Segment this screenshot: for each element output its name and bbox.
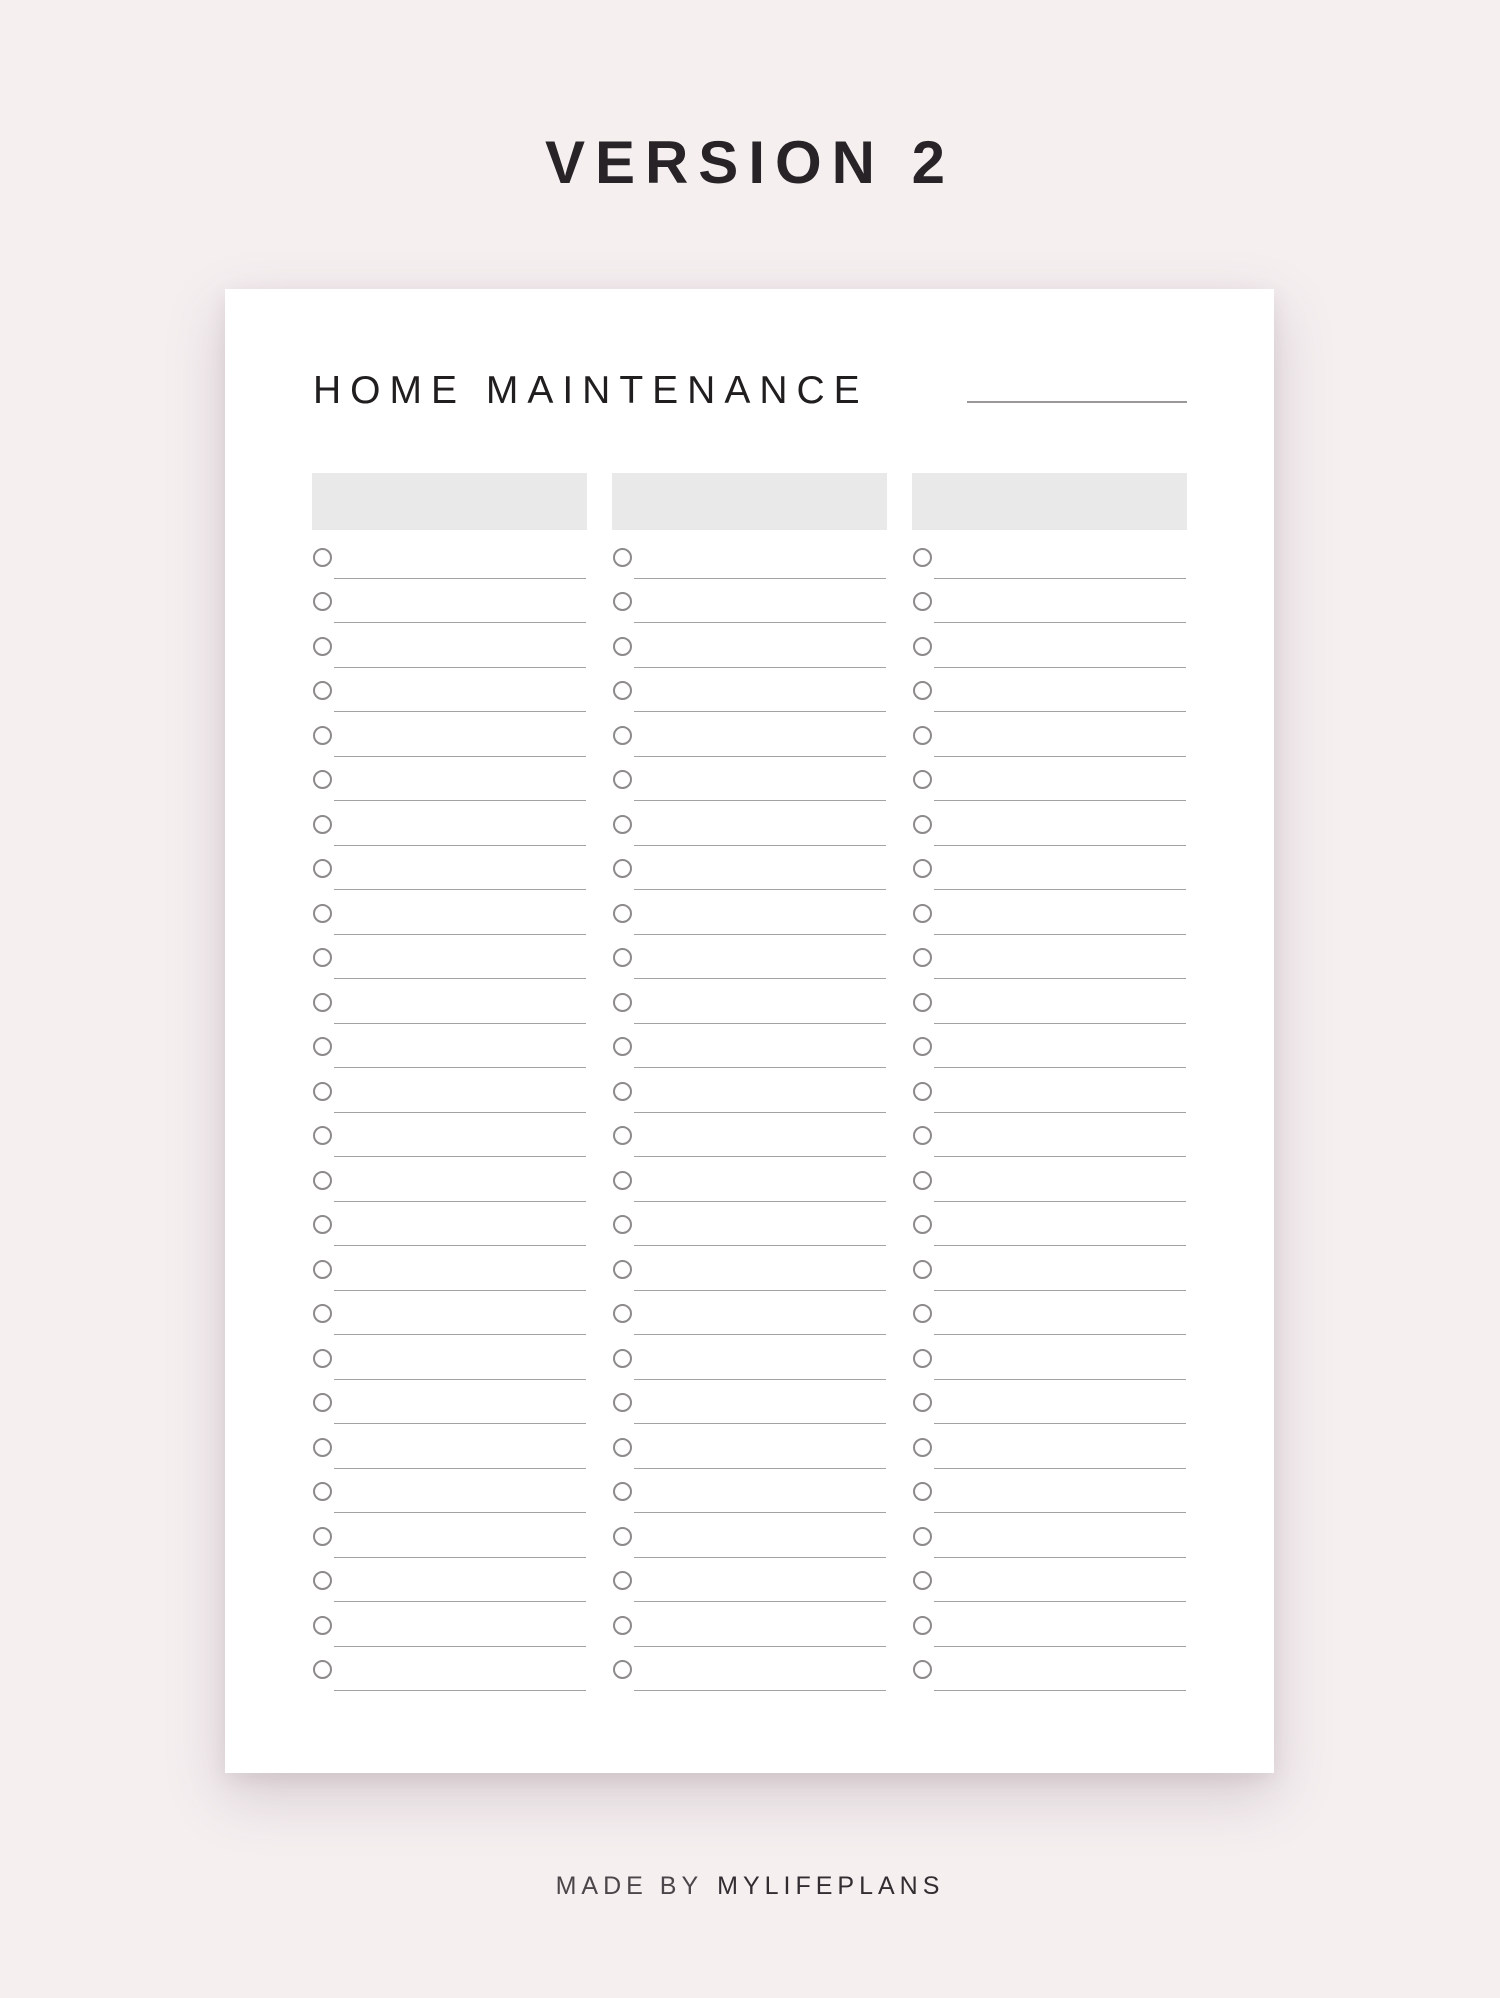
checklist-row [912, 1304, 1187, 1349]
entry-line[interactable] [334, 1468, 586, 1469]
checklist-row [612, 1037, 887, 1082]
entry-line[interactable] [634, 1557, 886, 1558]
checkbox-circle-icon[interactable] [613, 592, 632, 611]
entry-line[interactable] [634, 1201, 886, 1202]
checklist-row [312, 592, 587, 637]
entry-line[interactable] [634, 1290, 886, 1291]
checklist-row [312, 1482, 587, 1527]
entry-line[interactable] [334, 711, 586, 712]
entry-line[interactable] [334, 1156, 586, 1157]
checklist-row [612, 993, 887, 1038]
entry-line[interactable] [934, 1601, 1186, 1602]
checkbox-circle-icon[interactable] [313, 1482, 332, 1501]
checkbox-circle-icon[interactable] [613, 1082, 632, 1101]
checklist-rows [312, 548, 587, 1705]
entry-line[interactable] [334, 667, 586, 668]
checkbox-circle-icon[interactable] [613, 1349, 632, 1368]
checklist-row [312, 1304, 587, 1349]
checklist-row [612, 1527, 887, 1572]
checkbox-circle-icon[interactable] [313, 1571, 332, 1590]
checklist-row [612, 859, 887, 904]
checklist-row [612, 1571, 887, 1616]
entry-line[interactable] [934, 578, 1186, 579]
entry-line[interactable] [934, 934, 1186, 935]
checkbox-circle-icon[interactable] [313, 1304, 332, 1323]
entry-line[interactable] [334, 934, 586, 935]
checkbox-circle-icon[interactable] [313, 1527, 332, 1546]
checklist-row [312, 1082, 587, 1127]
checkbox-circle-icon[interactable] [913, 1616, 932, 1635]
checklist-row [912, 1527, 1187, 1572]
checkbox-circle-icon[interactable] [613, 1393, 632, 1412]
checklist-row [312, 859, 587, 904]
checkbox-circle-icon[interactable] [913, 1571, 932, 1590]
checklist-row [612, 637, 887, 682]
entry-line[interactable] [934, 1201, 1186, 1202]
entry-line[interactable] [634, 1112, 886, 1113]
checkbox-circle-icon[interactable] [913, 1126, 932, 1145]
entry-line[interactable] [634, 1690, 886, 1691]
checkbox-circle-icon[interactable] [313, 1616, 332, 1635]
entry-line[interactable] [634, 1067, 886, 1068]
entry-line[interactable] [634, 622, 886, 623]
entry-line[interactable] [934, 1156, 1186, 1157]
checklist-row [312, 1349, 587, 1394]
checkbox-circle-icon[interactable] [913, 770, 932, 789]
checkbox-circle-icon[interactable] [613, 1260, 632, 1279]
entry-line[interactable] [634, 889, 886, 890]
checkbox-circle-icon[interactable] [913, 1349, 932, 1368]
entry-line[interactable] [634, 578, 886, 579]
checklist-row [912, 548, 1187, 593]
checklist-row [912, 1082, 1187, 1127]
checklist-row [612, 1660, 887, 1705]
entry-line[interactable] [334, 978, 586, 979]
checklist-row [912, 1171, 1187, 1216]
footer-credit-brand: MYLIFEPLANS [717, 1872, 945, 1900]
checklist-row [912, 948, 1187, 993]
entry-line[interactable] [334, 889, 586, 890]
checklist-row [312, 1037, 587, 1082]
checkbox-circle-icon[interactable] [313, 1126, 332, 1145]
entry-line[interactable] [934, 1334, 1186, 1335]
checkbox-circle-icon[interactable] [313, 592, 332, 611]
checkbox-circle-icon[interactable] [313, 1171, 332, 1190]
checkbox-circle-icon[interactable] [313, 726, 332, 745]
checklist-row [612, 1393, 887, 1438]
entry-line[interactable] [934, 1290, 1186, 1291]
entry-line[interactable] [334, 1512, 586, 1513]
entry-line[interactable] [634, 1334, 886, 1335]
checklist-row [912, 637, 1187, 682]
checkbox-circle-icon[interactable] [913, 948, 932, 967]
entry-line[interactable] [634, 711, 886, 712]
checkbox-circle-icon[interactable] [313, 993, 332, 1012]
checkbox-circle-icon[interactable] [913, 1215, 932, 1234]
checklist-row [612, 1616, 887, 1661]
entry-line[interactable] [934, 1379, 1186, 1380]
checklist-row [312, 1393, 587, 1438]
planner-page-card [225, 289, 1274, 1773]
entry-line[interactable] [334, 1690, 586, 1691]
entry-line[interactable] [634, 1468, 886, 1469]
checkbox-circle-icon[interactable] [313, 1438, 332, 1457]
checklist-column-2 [612, 473, 887, 1705]
footer-credit-prefix: MADE BY [555, 1872, 704, 1900]
checklist-columns [312, 473, 1187, 1705]
checkbox-circle-icon[interactable] [913, 592, 932, 611]
checklist-row [912, 1126, 1187, 1171]
checklist-row [312, 1438, 587, 1483]
entry-line[interactable] [934, 1512, 1186, 1513]
checklist-row [612, 815, 887, 860]
checkbox-circle-icon[interactable] [313, 1082, 332, 1101]
checklist-row [912, 1616, 1187, 1661]
checkbox-circle-icon[interactable] [913, 1438, 932, 1457]
checkbox-circle-icon[interactable] [913, 1482, 932, 1501]
entry-line[interactable] [634, 756, 886, 757]
checklist-row [312, 548, 587, 593]
checklist-row [912, 859, 1187, 904]
checklist-row [912, 1260, 1187, 1305]
entry-line[interactable] [634, 978, 886, 979]
checklist-column-3 [912, 473, 1187, 1705]
checkbox-circle-icon[interactable] [613, 1616, 632, 1635]
checkbox-circle-icon[interactable] [613, 726, 632, 745]
checkbox-circle-icon[interactable] [913, 726, 932, 745]
checklist-row [312, 1616, 587, 1661]
checkbox-circle-icon[interactable] [313, 1215, 332, 1234]
entry-line[interactable] [334, 1112, 586, 1113]
checklist-row [912, 1037, 1187, 1082]
checkbox-circle-icon[interactable] [313, 948, 332, 967]
checklist-row [612, 1126, 887, 1171]
checkbox-circle-icon[interactable] [313, 815, 332, 834]
checkbox-circle-icon[interactable] [613, 948, 632, 967]
checklist-row [312, 1215, 587, 1260]
checkbox-circle-icon[interactable] [913, 1527, 932, 1546]
entry-line[interactable] [934, 622, 1186, 623]
checklist-row [912, 681, 1187, 726]
checkbox-circle-icon[interactable] [613, 770, 632, 789]
entry-line[interactable] [334, 1023, 586, 1024]
checkbox-circle-icon[interactable] [613, 993, 632, 1012]
entry-line[interactable] [934, 1646, 1186, 1647]
checkbox-circle-icon[interactable] [913, 815, 932, 834]
checklist-row [912, 904, 1187, 949]
entry-line[interactable] [334, 1067, 586, 1068]
column-header-field[interactable] [312, 473, 587, 530]
checklist-rows [912, 548, 1187, 1705]
checklist-row [912, 726, 1187, 771]
checkbox-circle-icon[interactable] [913, 548, 932, 567]
checklist-row [312, 770, 587, 815]
checklist-row [612, 1260, 887, 1305]
checkbox-circle-icon[interactable] [313, 681, 332, 700]
checklist-row [312, 637, 587, 682]
entry-line[interactable] [334, 578, 586, 579]
checkbox-circle-icon[interactable] [313, 637, 332, 656]
entry-line[interactable] [934, 667, 1186, 668]
entry-line[interactable] [634, 1601, 886, 1602]
checkbox-circle-icon[interactable] [613, 1571, 632, 1590]
checklist-row [612, 592, 887, 637]
entry-line[interactable] [934, 1423, 1186, 1424]
checklist-row [912, 770, 1187, 815]
checklist-row [612, 548, 887, 593]
checklist-row [312, 1660, 587, 1705]
entry-line[interactable] [334, 1379, 586, 1380]
checkbox-circle-icon[interactable] [913, 637, 932, 656]
checkbox-circle-icon[interactable] [313, 1393, 332, 1412]
checklist-row [612, 770, 887, 815]
checklist-row [312, 681, 587, 726]
checkbox-circle-icon[interactable] [613, 1482, 632, 1501]
entry-line[interactable] [334, 1601, 586, 1602]
checklist-row [912, 1393, 1187, 1438]
checklist-row [612, 1438, 887, 1483]
checkbox-circle-icon[interactable] [913, 1660, 932, 1679]
checklist-rows [612, 548, 887, 1705]
checklist-row [312, 993, 587, 1038]
checkbox-circle-icon[interactable] [613, 1438, 632, 1457]
checkbox-circle-icon[interactable] [313, 1037, 332, 1056]
checkbox-circle-icon[interactable] [313, 859, 332, 878]
checklist-column-1 [312, 473, 587, 1705]
checkbox-circle-icon[interactable] [913, 1082, 932, 1101]
entry-line[interactable] [634, 1023, 886, 1024]
entry-line[interactable] [334, 622, 586, 623]
checkbox-circle-icon[interactable] [613, 681, 632, 700]
entry-line[interactable] [934, 1245, 1186, 1246]
checklist-row [912, 1349, 1187, 1394]
checklist-row [612, 1171, 887, 1216]
checkbox-circle-icon[interactable] [613, 1304, 632, 1323]
checkbox-circle-icon[interactable] [613, 1527, 632, 1546]
entry-line[interactable] [634, 1245, 886, 1246]
entry-line[interactable] [934, 1023, 1186, 1024]
checklist-row [912, 1482, 1187, 1527]
checkbox-circle-icon[interactable] [613, 1660, 632, 1679]
checklist-row [312, 1171, 587, 1216]
checkbox-circle-icon[interactable] [613, 904, 632, 923]
checkbox-circle-icon[interactable] [913, 859, 932, 878]
checkbox-circle-icon[interactable] [913, 1260, 932, 1279]
checklist-row [612, 948, 887, 993]
entry-line[interactable] [634, 1646, 886, 1647]
entry-line[interactable] [934, 1690, 1186, 1691]
entry-line[interactable] [634, 1423, 886, 1424]
entry-line[interactable] [634, 1156, 886, 1157]
checkbox-circle-icon[interactable] [313, 1660, 332, 1679]
entry-line[interactable] [634, 934, 886, 935]
checkbox-circle-icon[interactable] [613, 1126, 632, 1145]
checklist-row [912, 1438, 1187, 1483]
checklist-row [612, 1082, 887, 1127]
entry-line[interactable] [334, 845, 586, 846]
checklist-row [612, 726, 887, 771]
entry-line[interactable] [934, 756, 1186, 757]
checkbox-circle-icon[interactable] [613, 1171, 632, 1190]
checkbox-circle-icon[interactable] [613, 637, 632, 656]
checkbox-circle-icon[interactable] [313, 904, 332, 923]
entry-line[interactable] [334, 1201, 586, 1202]
checklist-row [312, 815, 587, 860]
checklist-row [912, 592, 1187, 637]
checklist-row [612, 1482, 887, 1527]
entry-line[interactable] [934, 845, 1186, 846]
entry-line[interactable] [934, 1557, 1186, 1558]
entry-line[interactable] [634, 1512, 886, 1513]
checklist-row [912, 1571, 1187, 1616]
column-header-field[interactable] [912, 473, 1187, 530]
checkbox-circle-icon[interactable] [913, 681, 932, 700]
entry-line[interactable] [334, 756, 586, 757]
checkbox-circle-icon[interactable] [913, 1037, 932, 1056]
checklist-row [912, 1215, 1187, 1260]
checklist-row [612, 1215, 887, 1260]
checklist-row [312, 1571, 587, 1616]
entry-line[interactable] [334, 1334, 586, 1335]
checkbox-circle-icon[interactable] [913, 904, 932, 923]
checklist-row [312, 904, 587, 949]
entry-line[interactable] [634, 845, 886, 846]
entry-line[interactable] [634, 667, 886, 668]
checkbox-circle-icon[interactable] [313, 548, 332, 567]
checklist-row [612, 1304, 887, 1349]
entry-line[interactable] [334, 1423, 586, 1424]
entry-line[interactable] [334, 1646, 586, 1647]
checklist-row [312, 1527, 587, 1572]
checkbox-circle-icon[interactable] [613, 1037, 632, 1056]
checklist-row [312, 1126, 587, 1171]
checklist-row [312, 1260, 587, 1305]
entry-line[interactable] [934, 711, 1186, 712]
entry-line[interactable] [934, 1112, 1186, 1113]
checkbox-circle-icon[interactable] [613, 815, 632, 834]
checkbox-circle-icon[interactable] [913, 1304, 932, 1323]
checklist-row [912, 993, 1187, 1038]
entry-line[interactable] [334, 800, 586, 801]
checkbox-circle-icon[interactable] [313, 1260, 332, 1279]
entry-line[interactable] [934, 800, 1186, 801]
column-header-field[interactable] [612, 473, 887, 530]
entry-line[interactable] [334, 1290, 586, 1291]
checkbox-circle-icon[interactable] [913, 1171, 932, 1190]
entry-line[interactable] [334, 1557, 586, 1558]
footer-credit [0, 1874, 1500, 1899]
title-blank-line[interactable] [967, 401, 1187, 403]
entry-line[interactable] [934, 1067, 1186, 1068]
banner-title: VERSION 2 [544, 129, 956, 196]
checklist-row [312, 726, 587, 771]
checkbox-circle-icon[interactable] [313, 770, 332, 789]
checklist-row [312, 948, 587, 993]
checkbox-circle-icon[interactable] [913, 993, 932, 1012]
checklist-row [612, 904, 887, 949]
page-title: HOME MAINTENANCE [313, 369, 869, 412]
entry-line[interactable] [934, 978, 1186, 979]
checkbox-circle-icon[interactable] [313, 1349, 332, 1368]
entry-line[interactable] [634, 800, 886, 801]
checkbox-circle-icon[interactable] [913, 1393, 932, 1412]
entry-line[interactable] [334, 1245, 586, 1246]
checklist-row [612, 681, 887, 726]
entry-line[interactable] [934, 1468, 1186, 1469]
checklist-row [912, 1660, 1187, 1705]
checkbox-circle-icon[interactable] [613, 548, 632, 567]
entry-line[interactable] [634, 1379, 886, 1380]
checkbox-circle-icon[interactable] [613, 859, 632, 878]
checklist-row [612, 1349, 887, 1394]
entry-line[interactable] [934, 889, 1186, 890]
checklist-row [912, 815, 1187, 860]
checkbox-circle-icon[interactable] [613, 1215, 632, 1234]
